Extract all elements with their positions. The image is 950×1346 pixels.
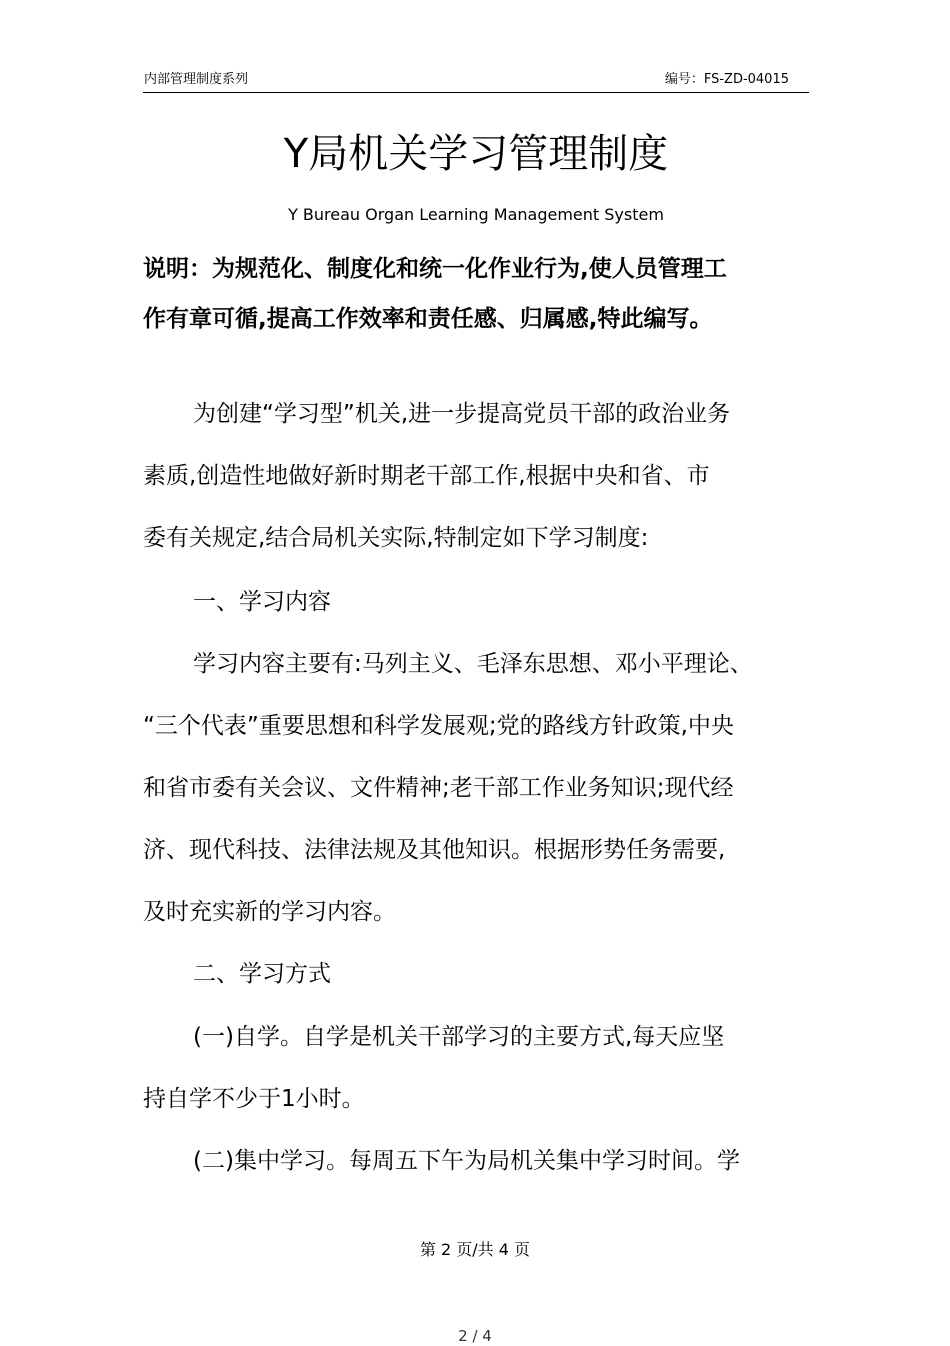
summary-line: 作有章可循,提高工作效率和责任感、归属感,特此编写。: [143, 306, 713, 332]
page-footer: 第 2 页/共 4 页: [419, 1240, 531, 1259]
body-line: (一)自学。自学是机关干部学习的主要方式,每天应坚: [193, 1024, 725, 1050]
body-line: 学习内容主要有:马列主义、毛泽东思想、邓小平理论、: [193, 651, 753, 677]
summary-block: [143, 244, 823, 344]
document-subtitle: Y Bureau Organ Learning Management System: [288, 205, 664, 224]
body-line: 委有关规定,结合局机关实际,特制定如下学习制度:: [143, 525, 649, 551]
section-heading: 二、学习方式: [193, 961, 331, 987]
header-series-label: 内部管理制度系列: [144, 72, 249, 87]
header-doc-number: 编号：FS-ZD-04015: [664, 72, 789, 87]
summary-line: 说明：为规范化、制度化和统一化作业行为,使人员管理工: [143, 256, 727, 282]
page-header: [143, 68, 809, 93]
body-line: 持自学不少于1小时。: [143, 1086, 365, 1112]
body-line: 为创建“学习型”机关,进一步提高党员干部的政治业务: [193, 401, 731, 427]
viewer-page-indicator: 2 / 4: [458, 1327, 492, 1345]
body-line: 素质,创造性地做好新时期老干部工作,根据中央和省、市: [143, 463, 710, 489]
body-line: “三个代表”重要思想和科学发展观;党的路线方针政策,中央: [143, 713, 734, 739]
section-heading: 一、学习内容: [193, 589, 331, 615]
document-title: Y局机关学习管理制度: [283, 131, 669, 177]
body-line: 及时充实新的学习内容。: [143, 899, 396, 925]
body-line: 济、现代科技、法律法规及其他知识。根据形势任务需要,: [143, 837, 726, 863]
body-line: (二)集中学习。每周五下午为局机关集中学习时间。学: [193, 1148, 740, 1174]
body-line: 和省市委有关会议、文件精神;老干部工作业务知识;现代经: [143, 775, 734, 801]
